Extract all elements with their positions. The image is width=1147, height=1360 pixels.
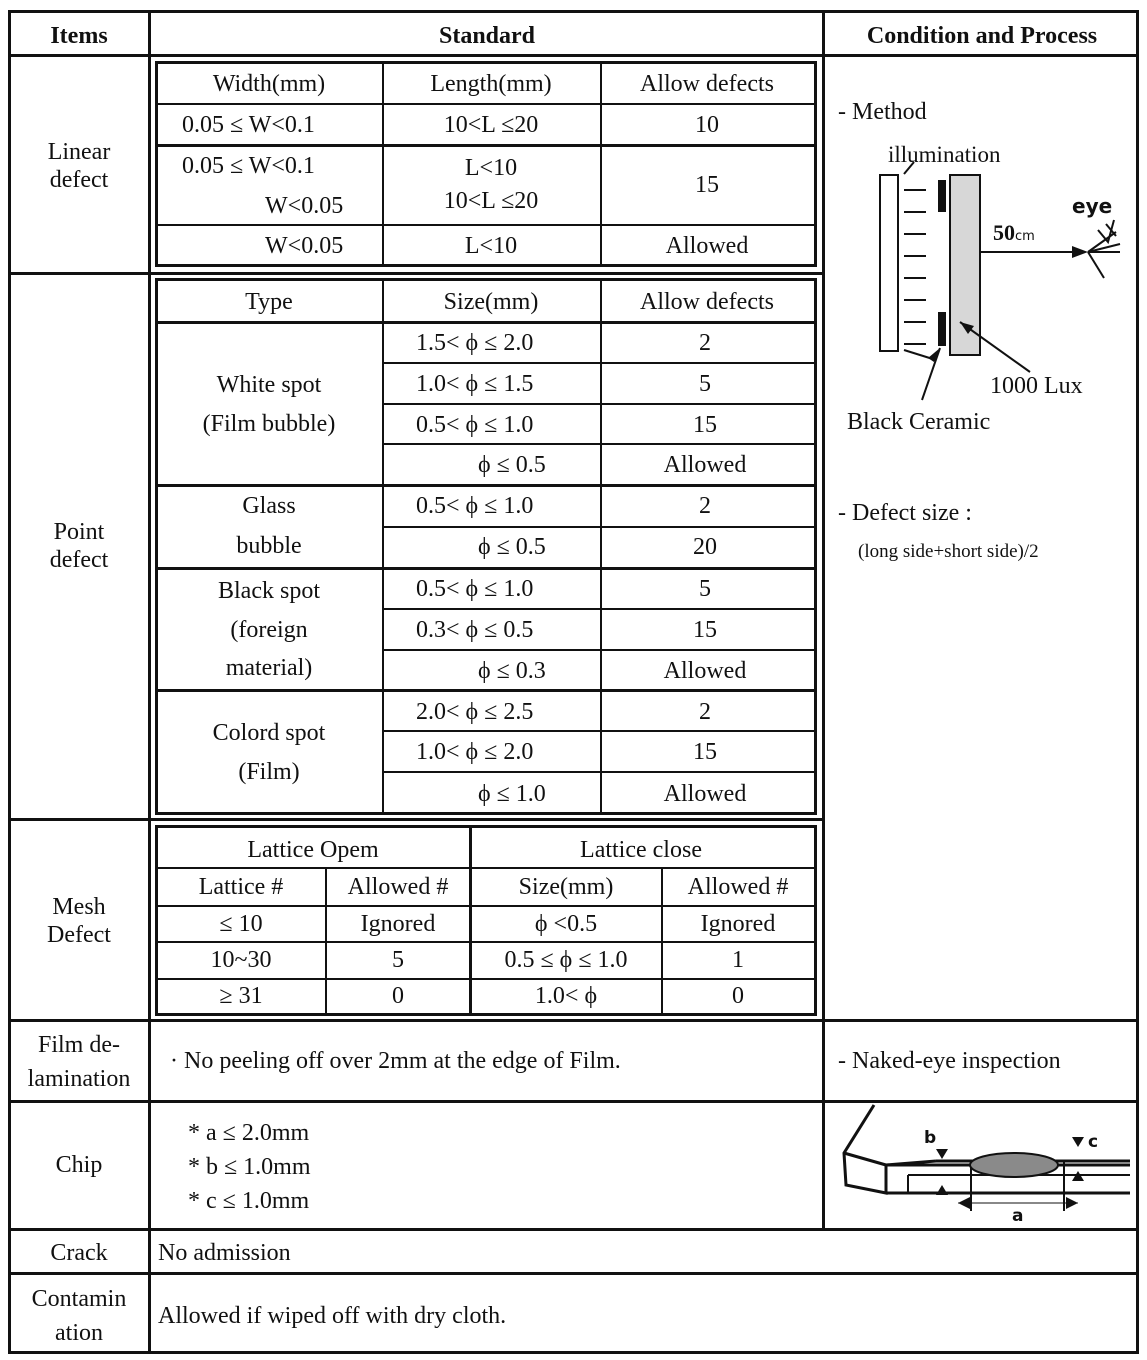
row-divider-point [8, 818, 825, 821]
eye-label: eye [1072, 194, 1113, 218]
point-size: ϕ ≤ 0.3 [478, 658, 546, 684]
row-divider-mesh [8, 1019, 1139, 1022]
distance-value: 50cm [993, 220, 1035, 245]
lux-label: 1000 Lux [990, 373, 1083, 399]
illumination-label: illumination [888, 142, 1001, 167]
point-size: 0.5< ϕ ≤ 1.0 [416, 576, 534, 602]
mesh-row-line [155, 905, 817, 907]
point-item-line2: defect [49, 547, 109, 573]
chip-line-b: * b ≤ 1.0mm [188, 1154, 311, 1180]
point-row-line [382, 362, 817, 364]
mesh-item-line2: Defect [47, 922, 111, 948]
point-header-size: Size(mm) [443, 289, 539, 315]
linear-r1-width: 0.05 ≤ W<0.1 [182, 112, 315, 138]
mesh-cell: 1.0< ϕ [534, 983, 598, 1009]
crack-standard: No admission [158, 1240, 291, 1266]
point-row-line [382, 403, 817, 405]
point-allow: 2 [699, 699, 711, 725]
point-col1 [382, 278, 384, 815]
crack-item: Crack [50, 1240, 108, 1266]
defect-size-formula: (long side+short side)/2 [858, 541, 1039, 562]
point-type-glass-l2: bubble [236, 533, 302, 559]
point-header-allow: Allow defects [640, 289, 774, 315]
header-standard: Standard [438, 23, 536, 49]
point-size: 0.3< ϕ ≤ 0.5 [416, 617, 534, 643]
point-allow: Allowed [663, 658, 747, 684]
linear-r2-width-a: 0.05 ≤ W<0.1 [182, 153, 315, 179]
point-type-white-l2: (Film bubble) [202, 411, 336, 437]
point-type-white-l1: White spot [216, 372, 322, 398]
chip-fig-c: c [1088, 1132, 1099, 1152]
mesh-row-line [155, 867, 817, 869]
point-size: 0.5< ϕ ≤ 1.0 [416, 493, 534, 519]
contamination-item-line1: Contamin [31, 1286, 127, 1312]
linear-header-width: Width(mm) [212, 71, 326, 97]
point-type-glass-l1: Glass [242, 493, 296, 519]
row-divider-chip [8, 1228, 1139, 1231]
col-divider-items [148, 10, 151, 1354]
linear-header-allow: Allow defects [640, 71, 774, 97]
linear-r1-allow: 10 [695, 112, 719, 138]
mesh-group-close: Lattice close [580, 837, 702, 863]
mesh-cell: 5 [392, 947, 404, 973]
point-header-type: Type [245, 289, 293, 315]
mesh-cell: 0 [732, 983, 744, 1009]
chip-line-a: * a ≤ 2.0mm [188, 1120, 310, 1146]
linear-r3-width: W<0.05 [265, 233, 344, 259]
chip-fig-b: b [924, 1128, 937, 1148]
mesh-row-line [155, 941, 817, 943]
contamination-item-line2: ation [55, 1320, 103, 1346]
point-allow: Allowed [663, 781, 747, 807]
chip-fig-a: a [1012, 1206, 1024, 1225]
mesh-cell: 0 [392, 983, 404, 1009]
point-allow: 15 [693, 617, 717, 643]
mesh-cell: 10~30 [210, 947, 272, 973]
point-type-colord-l1: Colord spot [212, 720, 326, 746]
linear-r2-length-b: 10<L ≤20 [443, 188, 539, 214]
point-size: 1.0< ϕ ≤ 1.5 [416, 371, 534, 397]
linear-r2-allow: 15 [695, 172, 719, 198]
point-allow: 2 [699, 493, 711, 519]
linear-row1 [155, 103, 817, 105]
mesh-cell: ≤ 10 [219, 911, 263, 937]
mesh-item-line1: Mesh [52, 894, 106, 920]
mesh-header: Lattice # [198, 874, 284, 900]
point-type-black-l2: (foreign [230, 617, 308, 643]
point-type-colord-l2: (Film) [238, 759, 300, 785]
chip-line-c: * c ≤ 1.0mm [188, 1188, 310, 1214]
point-allow: 15 [693, 412, 717, 438]
linear-item-line1: Linear [47, 139, 111, 165]
point-allow: 20 [693, 534, 717, 560]
mesh-col2 [469, 825, 472, 1016]
header-items: Items [50, 23, 108, 49]
point-size: ϕ ≤ 0.5 [478, 452, 546, 478]
linear-r3-allow: Allowed [665, 233, 749, 259]
linear-col1 [382, 61, 384, 267]
mesh-group-open: Lattice Opem [247, 837, 379, 863]
linear-col2 [600, 61, 602, 267]
point-allow: 2 [699, 330, 711, 356]
film-standard: · No peeling off over 2mm at the edge of Film. [170, 1048, 621, 1074]
linear-r1-length: 10<L ≤20 [443, 112, 539, 138]
point-row-line [382, 443, 817, 445]
point-group-line [155, 689, 817, 692]
point-allow: 5 [699, 371, 711, 397]
point-header-line [155, 321, 817, 324]
point-group-line [155, 484, 817, 487]
point-row-line [382, 649, 817, 651]
point-allow: Allowed [663, 452, 747, 478]
film-item-line1: Film de- [38, 1032, 120, 1058]
row-divider-linear [8, 272, 825, 275]
mesh-header: Allowed # [687, 874, 789, 900]
chip-item: Chip [55, 1152, 103, 1178]
mesh-cell: Ignored [360, 911, 436, 937]
point-type-black-l1: Black spot [218, 578, 320, 604]
linear-r3-length: L<10 [464, 233, 518, 259]
mesh-row-line [155, 978, 817, 980]
mesh-cell: Ignored [700, 911, 776, 937]
point-row-line [382, 608, 817, 610]
linear-item-line2: defect [49, 167, 109, 193]
point-size: ϕ ≤ 1.0 [478, 781, 546, 807]
mesh-cell: 1 [732, 947, 744, 973]
mesh-cell: ≥ 31 [219, 983, 263, 1009]
header-condition: Condition and Process [866, 23, 1098, 49]
point-allow: 15 [693, 739, 717, 765]
defect-size-label: - Defect size : [838, 500, 972, 526]
point-size: ϕ ≤ 0.5 [478, 534, 546, 560]
row-divider-crack [8, 1272, 1139, 1275]
black-ceramic-label: Black Ceramic [847, 409, 991, 435]
mesh-header: Allowed # [347, 874, 449, 900]
point-group-line [155, 567, 817, 570]
contamination-standard: Allowed if wiped off with dry cloth. [158, 1303, 507, 1329]
point-col2 [600, 278, 602, 815]
point-size: 1.0< ϕ ≤ 2.0 [416, 739, 534, 765]
col-divider-condition [822, 10, 825, 1230]
point-size: 0.5< ϕ ≤ 1.0 [416, 412, 534, 438]
row-divider-header [8, 54, 1139, 57]
linear-header-length: Length(mm) [430, 71, 552, 97]
point-allow: 5 [699, 576, 711, 602]
film-condition: - Naked-eye inspection [838, 1048, 1061, 1074]
point-row-line [382, 771, 817, 773]
linear-r2-width-b: W<0.05 [265, 193, 344, 219]
chip-diagram [826, 1103, 1136, 1225]
method-label: - Method [838, 99, 927, 125]
point-row-line [382, 526, 817, 528]
film-item-line2: lamination [27, 1066, 131, 1092]
point-size: 1.5< ϕ ≤ 2.0 [416, 330, 534, 356]
mesh-cell: 0.5 ≤ ϕ ≤ 1.0 [504, 947, 628, 973]
point-item-line1: Point [53, 519, 105, 545]
linear-row2 [155, 144, 817, 147]
mesh-cell: ϕ <0.5 [534, 911, 598, 937]
mesh-header: Size(mm) [518, 874, 614, 900]
point-row-line [382, 730, 817, 732]
point-type-black-l3: material) [225, 655, 313, 681]
linear-row3 [155, 224, 817, 226]
point-size: 2.0< ϕ ≤ 2.5 [416, 699, 534, 725]
linear-r2-length-a: L<10 [464, 155, 518, 181]
